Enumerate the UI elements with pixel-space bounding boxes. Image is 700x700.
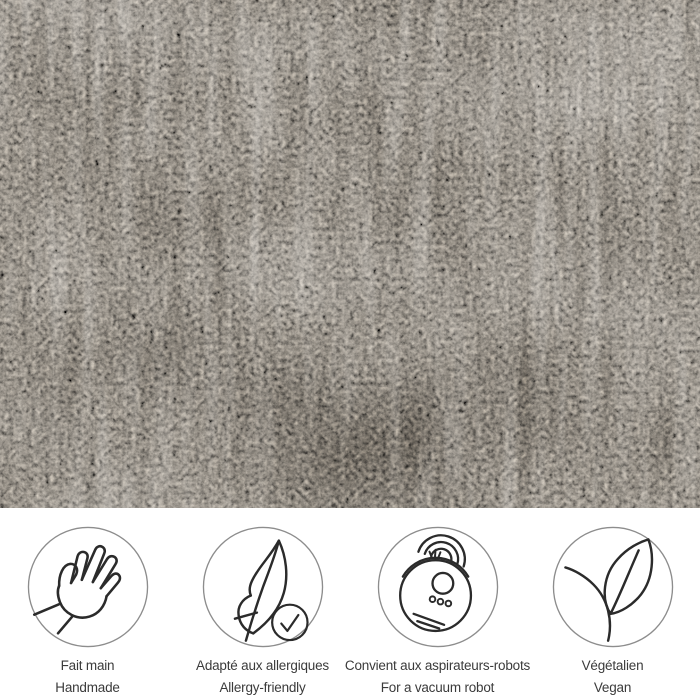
feature-allergy-friendly <box>175 508 350 700</box>
feather-check-icon <box>202 526 324 648</box>
feature-label-fr: Végétalien <box>581 658 644 673</box>
feature-label-fr: Fait main <box>60 658 115 673</box>
feature-label-fr: Adapté aux allergiques <box>196 658 329 673</box>
feature-vegan <box>525 508 700 700</box>
leaf-icon <box>552 526 674 648</box>
feature-label-en: Vegan <box>593 680 632 695</box>
feature-strip <box>0 508 700 700</box>
feature-label-en: For a vacuum robot <box>380 680 495 695</box>
hand-icon <box>27 526 149 648</box>
feature-handmade <box>0 508 175 700</box>
feature-label-fr: Convient aux aspirateurs-robots <box>344 658 531 673</box>
feature-vacuum-robot <box>344 508 531 700</box>
robot-vacuum-icon <box>377 526 499 648</box>
feature-label-en: Allergy-friendly <box>219 680 306 695</box>
feature-label-en: Handmade <box>55 680 120 695</box>
